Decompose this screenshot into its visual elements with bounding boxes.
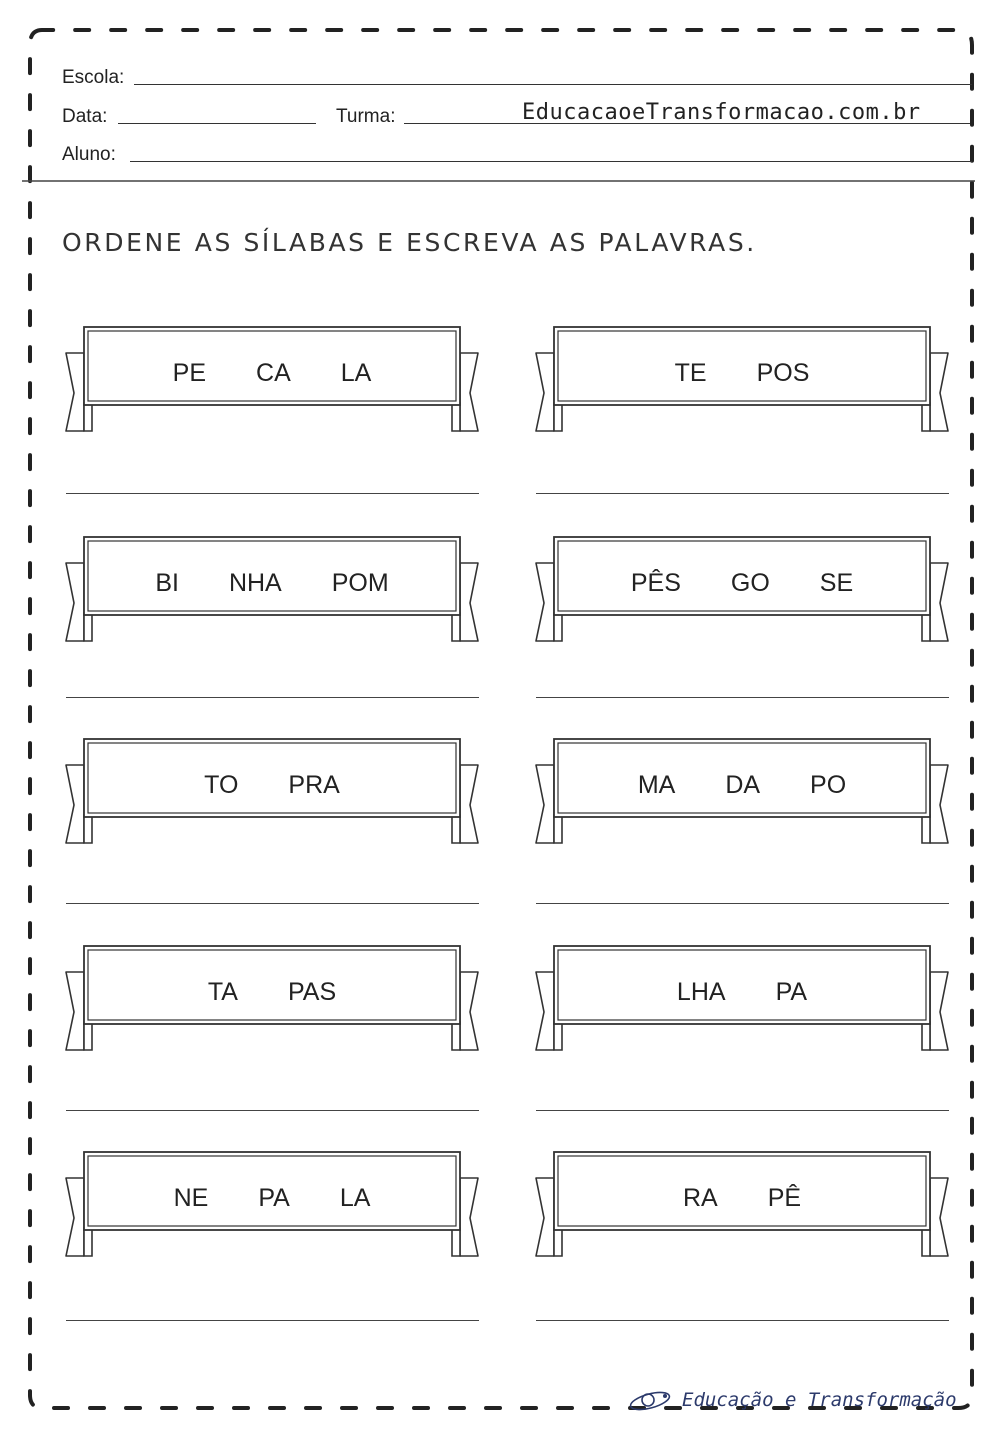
- instruction-heading: ORDENE AS SÍLABAS E ESCREVA AS PALAVRAS.: [62, 228, 757, 257]
- syllable: LHA: [676, 977, 726, 1006]
- syllable-group: [84, 757, 460, 813]
- syllable: LA: [339, 1183, 371, 1212]
- syllable-banner: [62, 1148, 482, 1263]
- syllable-group: [84, 964, 460, 1020]
- syllable: POS: [756, 358, 810, 387]
- school-label: Escola:: [62, 67, 125, 88]
- date-field[interactable]: [118, 123, 316, 124]
- answer-line[interactable]: [66, 493, 479, 494]
- syllable: PÊS: [630, 568, 681, 597]
- syllable-group: [84, 555, 460, 611]
- syllable-banner: [62, 533, 482, 648]
- syllable-group: [554, 345, 930, 401]
- syllable-group: [554, 1170, 930, 1226]
- syllable: RA: [682, 1183, 718, 1212]
- syllable: PÊ: [767, 1183, 802, 1212]
- student-label: Aluno:: [62, 144, 116, 165]
- syllable-banner: [532, 533, 952, 648]
- syllable: TA: [207, 977, 238, 1006]
- answer-line[interactable]: [66, 697, 479, 698]
- syllable-group: [84, 345, 460, 401]
- website-url: EducacaoeTransformacao.com.br: [522, 100, 921, 125]
- syllable: MA: [637, 770, 676, 799]
- syllable: PE: [172, 358, 207, 387]
- answer-line[interactable]: [536, 1320, 949, 1321]
- syllable-banner: [532, 735, 952, 850]
- syllable: CA: [256, 358, 291, 387]
- footer-brand: [628, 1385, 957, 1415]
- student-field[interactable]: [130, 161, 972, 162]
- planet-orbit-icon: [628, 1385, 672, 1415]
- syllable: TE: [674, 358, 707, 387]
- syllable: DA: [725, 770, 761, 799]
- syllable: TO: [204, 770, 239, 799]
- syllable: POM: [331, 568, 389, 597]
- syllable-banner: [62, 323, 482, 438]
- class-label: Turma:: [336, 106, 396, 127]
- syllable: PO: [810, 770, 847, 799]
- date-label: Data:: [62, 106, 108, 127]
- syllable: PAS: [287, 977, 337, 1006]
- answer-line[interactable]: [66, 1320, 479, 1321]
- answer-line[interactable]: [536, 903, 949, 904]
- syllable: PA: [775, 977, 808, 1006]
- answer-line[interactable]: [536, 1110, 949, 1111]
- answer-line[interactable]: [66, 1110, 479, 1111]
- syllable: PRA: [288, 770, 340, 799]
- syllable-banner: [532, 1148, 952, 1263]
- syllable: NHA: [228, 568, 282, 597]
- answer-line[interactable]: [536, 697, 949, 698]
- answer-line[interactable]: [536, 493, 949, 494]
- syllable-group: [84, 1170, 460, 1226]
- syllable-banner: [62, 942, 482, 1057]
- answer-line[interactable]: [66, 903, 479, 904]
- syllable-group: [554, 757, 930, 813]
- syllable: GO: [730, 568, 770, 597]
- syllable: PA: [258, 1183, 290, 1212]
- syllable: NE: [173, 1183, 209, 1212]
- syllable-group: [554, 555, 930, 611]
- syllable-banner: [532, 942, 952, 1057]
- school-field[interactable]: [134, 84, 972, 85]
- syllable: LA: [340, 358, 372, 387]
- syllable: SE: [819, 568, 854, 597]
- syllable-group: [554, 964, 930, 1020]
- syllable: BI: [155, 568, 179, 597]
- footer-brand-text: Educação e Transformação: [682, 1389, 957, 1411]
- syllable-banner: [62, 735, 482, 850]
- syllable-banner: [532, 323, 952, 438]
